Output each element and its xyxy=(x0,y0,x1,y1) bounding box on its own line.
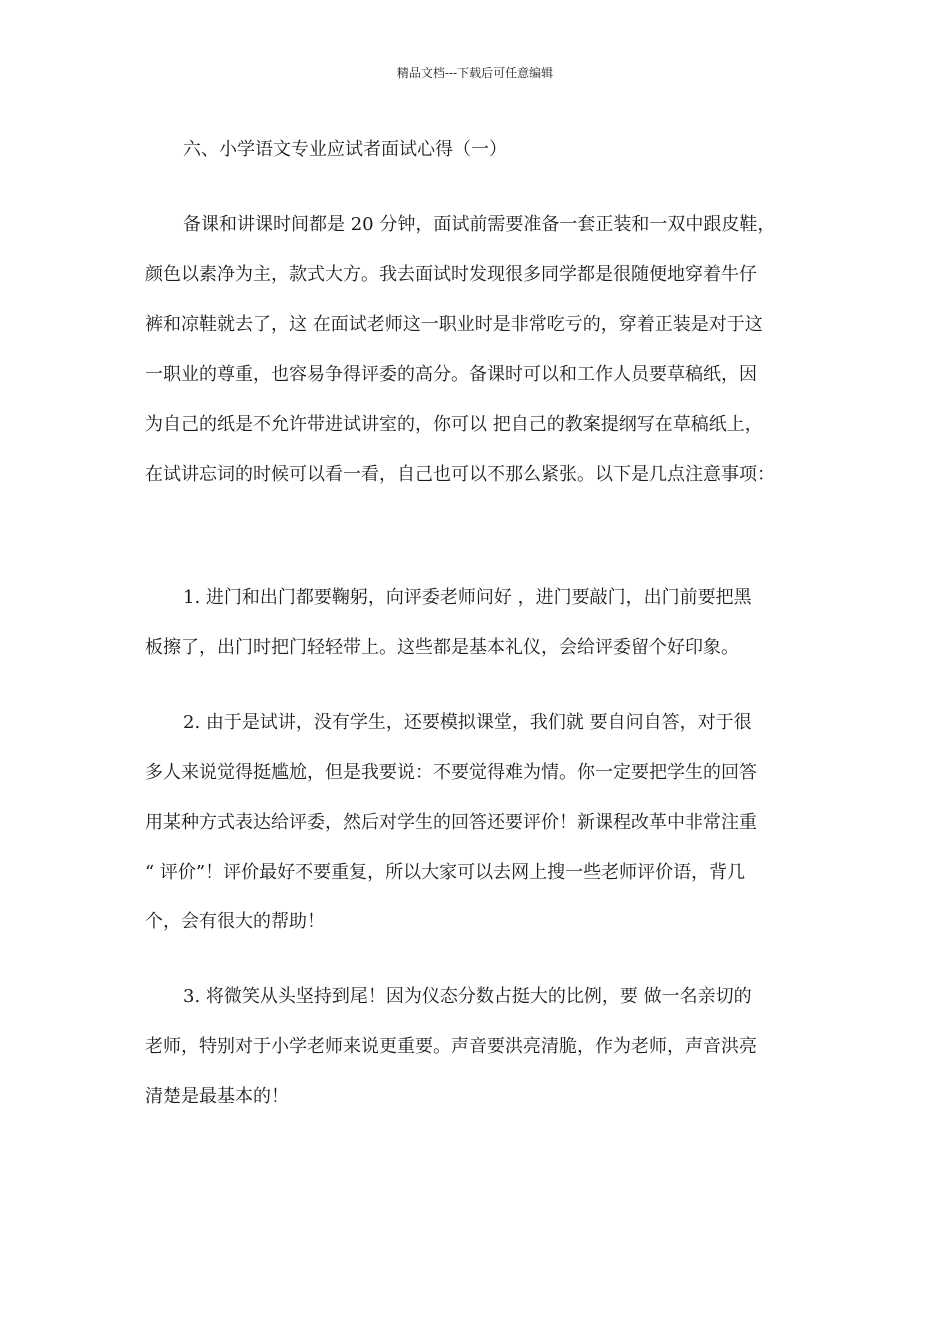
paragraph-line: 老师，特别对于小学老师来说更重要。声音要洪亮清脆，作为老师，声音洪亮 xyxy=(145,1036,757,1057)
paragraph-line: 裤和凉鞋就去了，这 在面试老师这一职业时是非常吃亏的，穿着正装是对于这 xyxy=(145,314,763,335)
paragraph-line: “ 评价”！评价最好不要重复，所以大家可以去网上搜一些老师评价语，背几 xyxy=(145,862,746,883)
paragraph-line: 板擦了，出门时把门轻轻带上。这些都是基本礼仪，会给评委留个好印象。 xyxy=(145,637,739,658)
paragraph-line: 备课和讲课时间都是 20 分钟，面试前需要准备一套正装和一双中跟皮鞋， xyxy=(183,214,776,235)
paragraph-line: 颜色以素净为主，款式大方。我去面试时发现很多同学都是很随便地穿着牛仔 xyxy=(145,264,757,285)
page-header: 精品文档---下载后可任意编辑 xyxy=(396,66,554,80)
paragraph-line: 清楚是最基本的！ xyxy=(145,1086,289,1107)
paragraph-line: 用某种方式表达给评委，然后对学生的回答还要评价！新课程改革中非常注重 xyxy=(145,812,757,833)
paragraph-line: 为自己的纸是不允许带进试讲室的，你可以 把自己的教案提纲写在草稿纸上， xyxy=(145,414,763,435)
paragraph-line: 个，会有很大的帮助！ xyxy=(145,911,325,932)
paragraph-line: 多人来说觉得挺尴尬，但是我要说：不要觉得难为情。你一定要把学生的回答 xyxy=(145,762,757,783)
paragraph-line: 3. 将微笑从头坚持到尾！因为仪态分数占挺大的比例，要 做一名亲切的 xyxy=(183,986,752,1007)
paragraph-line: 在试讲忘词的时候可以看一看，自己也可以不那么紧张。以下是几点注意事项： xyxy=(145,464,775,485)
paragraph-line: 1. 进门和出门都要鞠躬，向评委老师问好 ，进门要敲门，出门前要把黑 xyxy=(183,587,752,608)
paragraph-line: 一职业的尊重，也容易争得评委的高分。备课时可以和工作人员要草稿纸，因 xyxy=(145,364,757,385)
section-title: 六、小学语文专业应试者面试心得（一） xyxy=(183,139,507,160)
paragraph-line: 2. 由于是试讲，没有学生，还要模拟课堂，我们就 要自问自答，对于很 xyxy=(183,712,752,733)
